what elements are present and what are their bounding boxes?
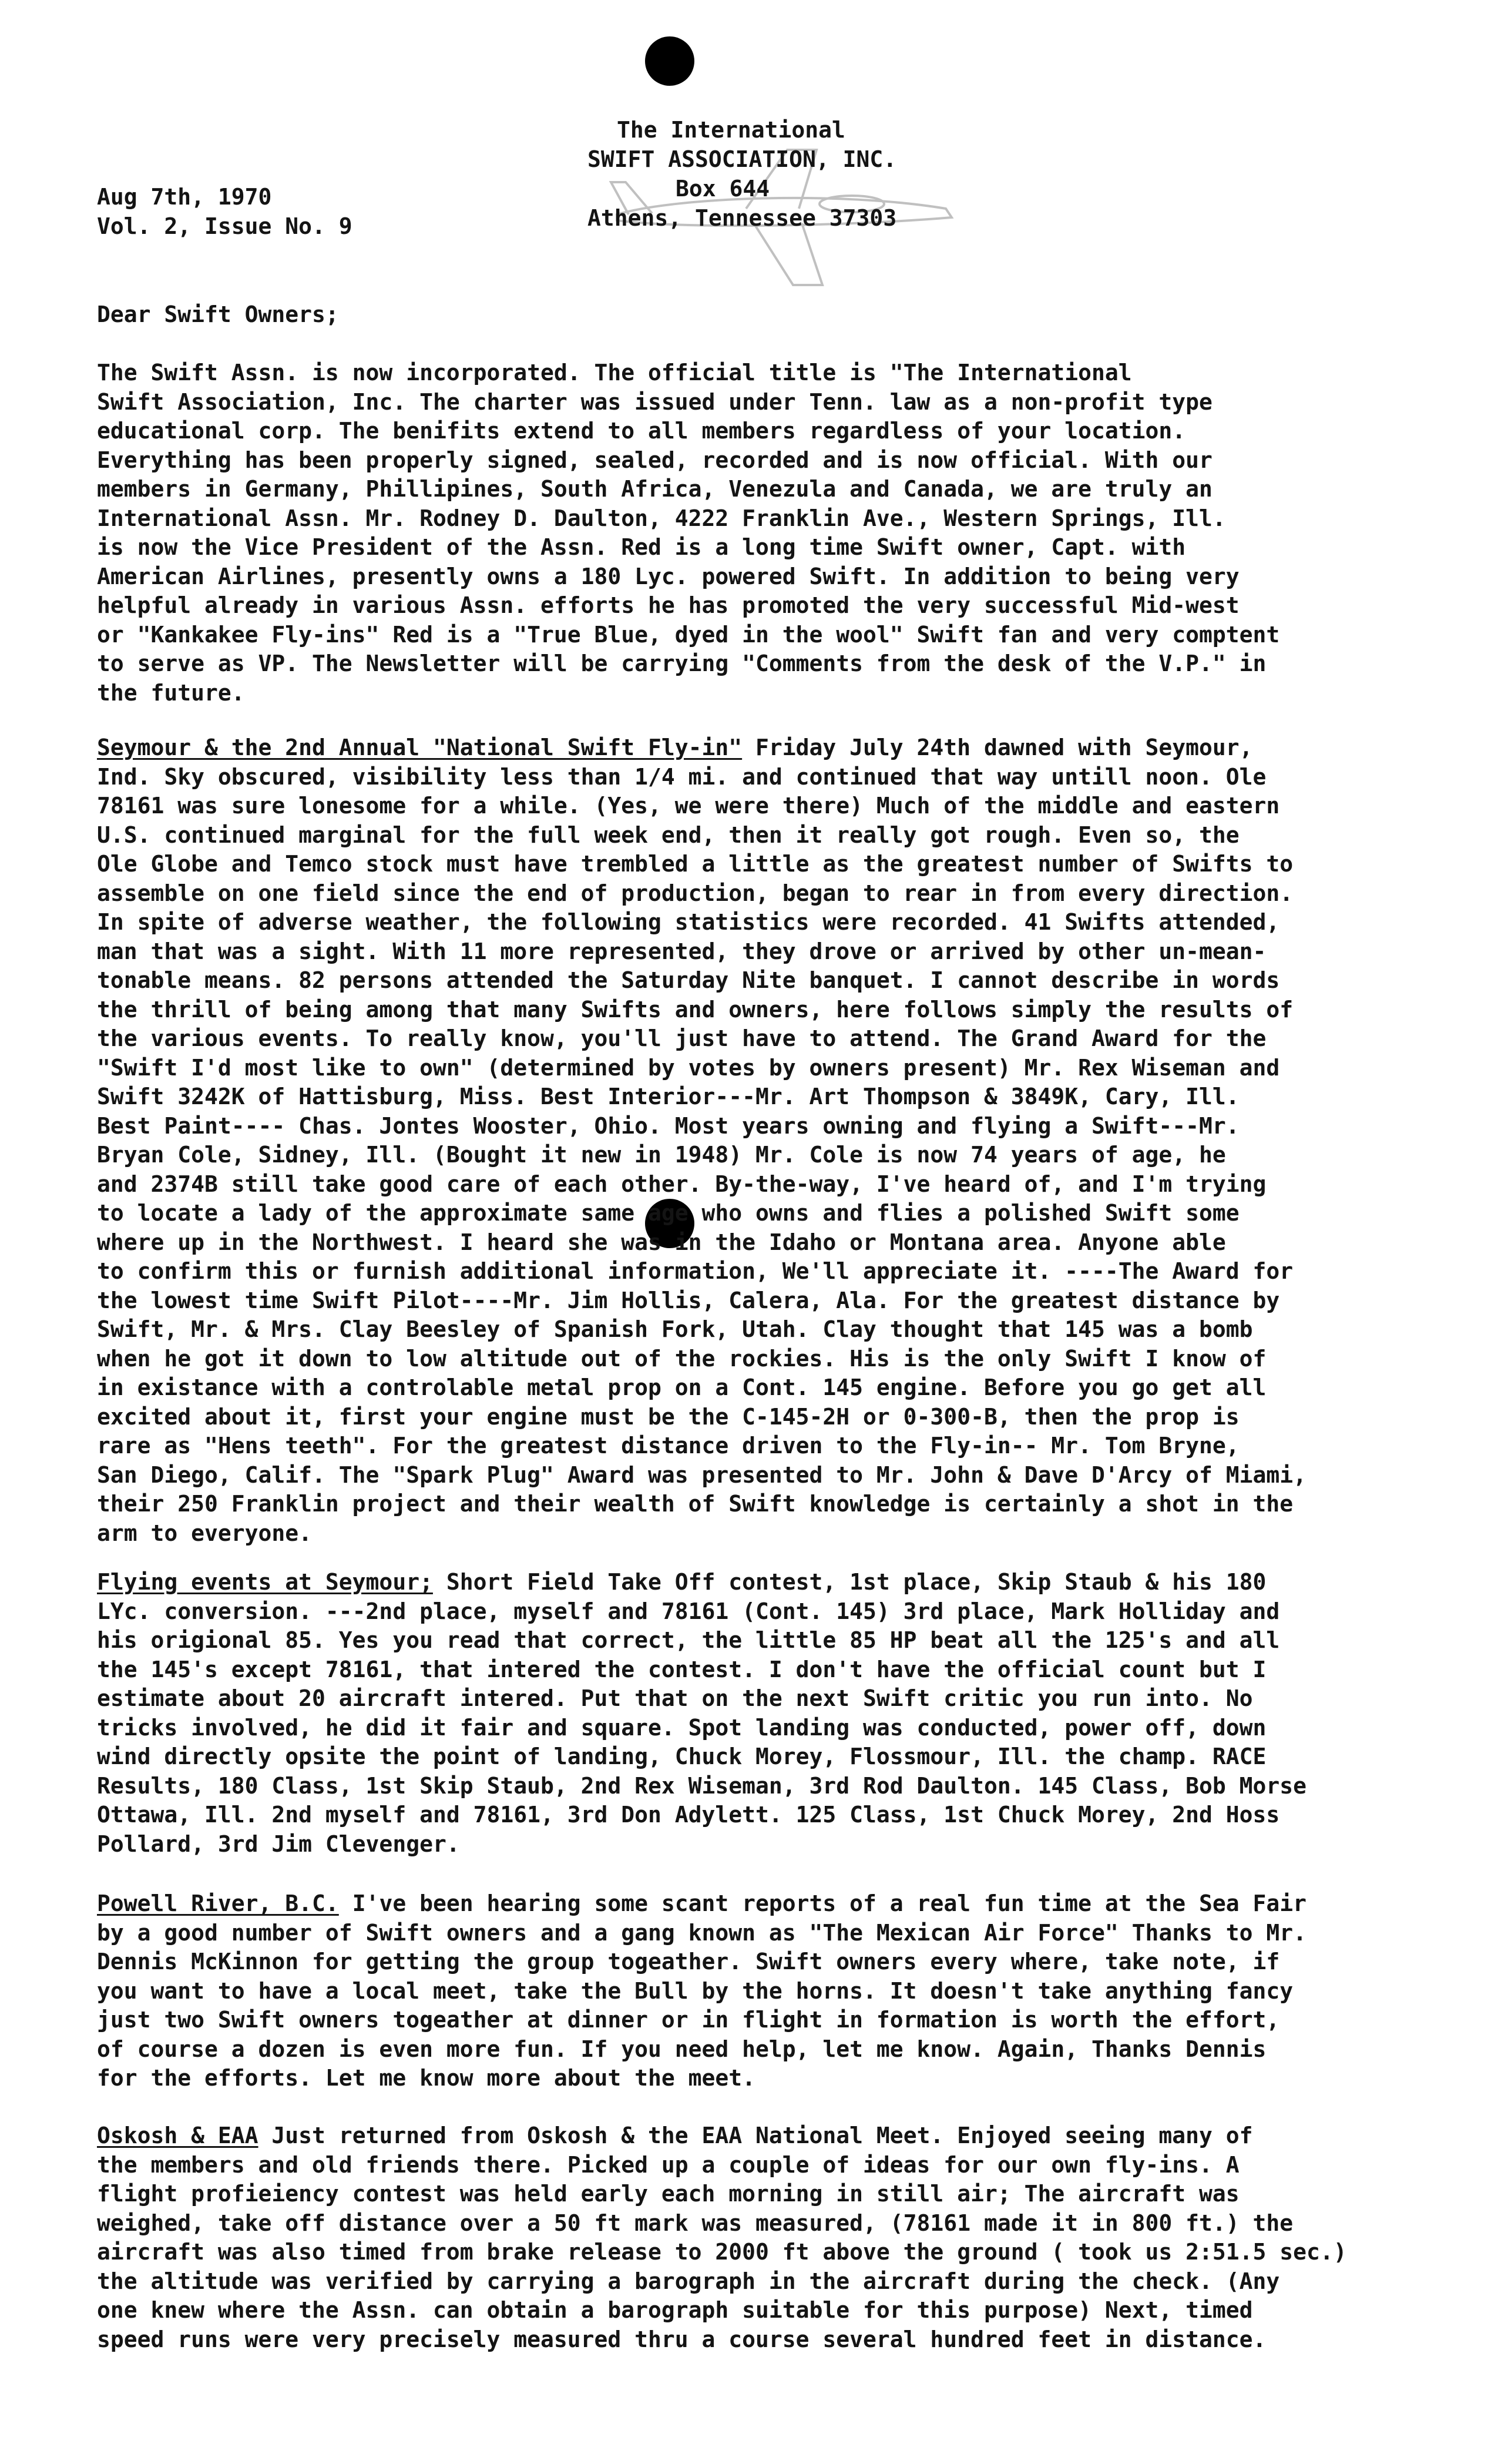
letterhead-line: Athens, Tennessee 37303 [587, 205, 897, 231]
letterhead-line: SWIFT ASSOCIATION, INC. [587, 146, 897, 172]
section-heading: Oskosh & EAA [97, 2123, 258, 2148]
paragraph-incorporation: The Swift Assn. is now incorporated. The official title is "The International Swift Association, Inc. The charter was issued under Tenn. law as a non-profit type educational corp. The benifits extend to all members regardless of your location. Everything has been properly signed, sealed, recorded and is now official. With our members in Germany, Phillipines, South Africa, Venezula and Canada, we are truly an International Assn. Mr. Rodney D. Daulton, 4222 Franklin Ave., Western Springs, Ill. is now the Vice President of the Assn. Red is a long time Swift owner, Capt. with American Airlines, presently owns a 180 Lyc. powered Swift. In addition to being very helpful already in various Assn. efforts he has promoted the very successful Mid-west or "Kankakee Fly-ins" Red is a "True Blue, dyed in the wool" Swift fan and very comptent to serve as VP. The Newsletter will be carrying "Comments from the desk of the V.P." in the future. [97, 360, 1280, 706]
association-letterhead [587, 115, 999, 233]
section-text: I've been hearing some scant reports of a real fun time at the Sea Fair by a good number of Swift owners and a gang known as "The Mexican Air Force" Thanks to Mr. Dennis McKinnon for getting the group togeather. Swift owners every where, take note, if you want to have a local meet, take the Bull by the horns. It doesn't take anything fancy just two Swift owners togeather at dinner or in flight in formation is worth the effort, of course a dozen is even more fun. If you need help, let me know. Again, Thanks Dennis for the efforts. Let me know more about the meet. [97, 1890, 1307, 2091]
paragraph-seymour-fly-in [97, 733, 1407, 1548]
section-text: Just returned from Oskosh & the EAA National Meet. Enjoyed seeing many of the members and old friends there. Picked up a couple of ideas for our own fly-ins. A flight profieiency contest was held early each morning in still air; The aircraft was weighed, take off distance over a 50 ft mark was measured, (78161 made it in 800 ft.) the aircraft was also timed from brake release to 2000 ft above the ground ( took us 2:51.5 sec.) the altitude was verified by carrying a barograph in the aircraft during the check. (Any one knew where the Assn. can obtain a barograph suitable for this purpose) Next, timed speed runs were very precisely measured thru a course several hundred feet in distance. [97, 2123, 1347, 2352]
issue-info [97, 182, 352, 241]
paragraph-powell-river [97, 1889, 1407, 2093]
section-text: Short Field Take Off contest, 1st place, Skip Staub & his 180 LYc. conversion. ---2nd place, myself and 78161 (Cont. 145) 3rd place, Mark Holliday and his origional 85. Yes you read that correct, the little 85 HP beat all the 125's and all the 145's except 78161, that intered the contest. I don't have the official count but I estimate about 20 aircraft intered. Put that on the next Swift critic you run into. No tricks involved, he did it fair and square. Spot landing was conducted, power off, down wind directly opsite the point of landing, Chuck Morey, Flossmour, Ill. the champ. RACE Results, 180 Class, 1st Skip Staub, 2nd Rex Wiseman, 3rd Rod Daulton. 145 Class, Bob Morse Ottawa, Ill. 2nd myself and 78161, 3rd Don Adylett. 125 Class, 1st Chuck Morey, 2nd Hoss Pollard, 3rd Jim Clevenger. [97, 1569, 1307, 1857]
punch-hole [645, 36, 694, 86]
section-heading: Powell River, B.C. [97, 1890, 339, 1916]
section-text: Friday July 24th dawned with Seymour, Ind. Sky obscured, visibility less than 1/4 mi. and continued that way untill noon. Ole 78161 was sure lonesome for a while. (Yes, we were there) Much of the middle and eastern U.S. continued marginal for the full week end, then it really got rough. Even so, the Ole Globe and Temco stock must have trembled a little as the greatest number of Swifts to assemble on one field since the end of production, began to rear in from every direction. In spite of adverse weather, the following statistics were recorded. 41 Swifts attended, man that was a sight. With 11 more represented, they drove or arrived by other un-mean- tonable means. 82 persons attended the Saturday Nite banquet. I cannot describe in words the thrill of being among that many Swifts and owners, here follows simply the results of the various events. To really know, you'll just have to attend. The Grand Award for the "Swift I'd most like to own" (determined by votes by owners present) Mr. Rex Wiseman and Swift 3242K of Hattisburg, Miss. Best Interior---Mr. Art Thompson & 3849K, Cary, Ill. Best Paint---- Chas. Jontes Wooster, Ohio. Most years owning and flying a Swift---Mr. Bryan Cole, Sidney, Ill. (Bought it new in 1948) Mr. Cole is now 74 years of age, he and 2374B still take good care of each other. By-the-way, I've heard of, and I'm trying to locate a lady of the approximate same age who owns and flies a polished Swift some where up in the Northwest. I heard she was in the Idaho or Montana area. Anyone able to confirm this or furnish additional information, We'll appreciate it. ----The Award for the lowest time Swift Pilot----Mr. Jim Hollis, Calera, Ala. For the greatest distance by Swift, Mr. & Mrs. Clay Beesley of Spanish Fork, Utah. Clay thought that 145 was a bomb when he got it down to low altitude out of the rockies. His is the only Swift I know of in existance with a controlable metal prop on a Cont. 145 engine. Before you go get all excited about it, first your engine must be the C-145-2H or 0-300-B, then the prop is rare as "Hens teeth". For the greatest distance driven to the Fly-in-- Mr. Tom Bryne, San Diego, Calif. The "Spark Plug" Award was presented to Mr. John & Dave D'Arcy of Miami, their 250 Franklin project and their wealth of Swift knowledge is certainly a shot in the arm to everyone. [97, 735, 1307, 1546]
paragraph-flying-events [97, 1568, 1407, 1859]
issue-volume: Vol. 2, Issue No. 9 [97, 213, 352, 239]
section-heading: Flying events at Seymour; [97, 1569, 433, 1595]
section-heading: Seymour & the 2nd Annual "National Swift Fly-in" [97, 735, 743, 760]
letterhead-line: The International [617, 117, 845, 143]
letterhead-line: Box 644 [676, 176, 770, 202]
salutation: Dear Swift Owners; [97, 301, 339, 327]
paragraph-oskosh-eaa [97, 2121, 1407, 2354]
issue-date: Aug 7th, 1970 [97, 184, 272, 210]
